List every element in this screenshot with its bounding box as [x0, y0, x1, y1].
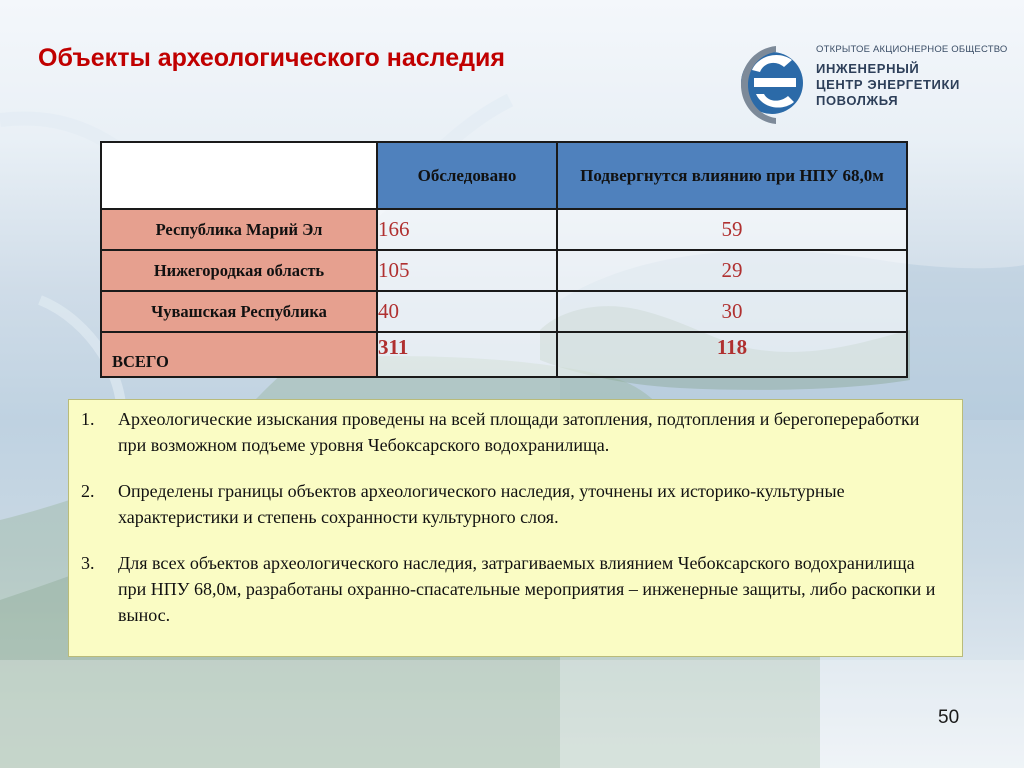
- header-affected: Подвергнутся влиянию при НПУ 68,0м: [557, 142, 907, 209]
- list-item-number: 2.: [81, 481, 95, 501]
- logo-line-3: ПОВОЛЖЬЯ: [816, 93, 899, 108]
- row-label: Нижегородкая область: [101, 250, 377, 291]
- value-surveyed: 105: [377, 250, 557, 291]
- value-affected: 29: [557, 250, 907, 291]
- total-label: ВСЕГО: [101, 332, 377, 377]
- header-surveyed: Обследовано: [377, 142, 557, 209]
- table-row: [101, 209, 907, 250]
- row-label: Чувашская Республика: [101, 291, 377, 332]
- notes-box: [68, 399, 963, 657]
- page-number: 50: [938, 707, 960, 728]
- table-row: [101, 250, 907, 291]
- heritage-table: [100, 141, 908, 378]
- list-item: [81, 550, 942, 628]
- logo-line-1: ИНЖЕНЕРНЫЙ: [816, 61, 920, 76]
- value-surveyed: 40: [377, 291, 557, 332]
- list-item-text: Определены границы объектов археологического наследия, уточнены их историко-культурные характеристики и степень сохранности культурного слоя.: [118, 481, 845, 527]
- list-item-text: Для всех объектов археологического наследия, затрагиваемых влиянием Чебоксарского водохранилища при НПУ 68,0м, разработаны охранно-спасательные мероприятия – инженерные защиты, либо раскопки и вынос.: [118, 553, 936, 625]
- table-header-row: [101, 142, 907, 209]
- logo-line-2: ЦЕНТР ЭНЕРГЕТИКИ: [816, 77, 960, 92]
- list-item-number: 3.: [81, 553, 95, 573]
- total-surveyed: 311: [377, 332, 557, 377]
- list-item: [81, 406, 942, 458]
- row-label: Республика Марий Эл: [101, 209, 377, 250]
- table-corner-cell: [101, 142, 377, 209]
- total-affected: 118: [557, 332, 907, 377]
- list-item: [81, 478, 942, 530]
- list-item-text: Археологические изыскания проведены на всей площади затопления, подтопления и берегопереработки при возможном подъеме уровня Чебоксарского водохранилища.: [118, 409, 920, 455]
- table-total-row: [101, 332, 907, 377]
- list-item-number: 1.: [81, 409, 95, 429]
- page-title: Объекты археологического наследия: [38, 44, 505, 72]
- company-logo-text: [816, 44, 1008, 109]
- notes-list: [81, 406, 942, 628]
- value-surveyed: 166: [377, 209, 557, 250]
- value-affected: 59: [557, 209, 907, 250]
- table-row: [101, 291, 907, 332]
- value-affected: 30: [557, 291, 907, 332]
- logo-org-type: ОТКРЫТОЕ АКЦИОНЕРНОЕ ОБЩЕСТВО: [816, 44, 1008, 55]
- company-logo-icon: [738, 40, 804, 126]
